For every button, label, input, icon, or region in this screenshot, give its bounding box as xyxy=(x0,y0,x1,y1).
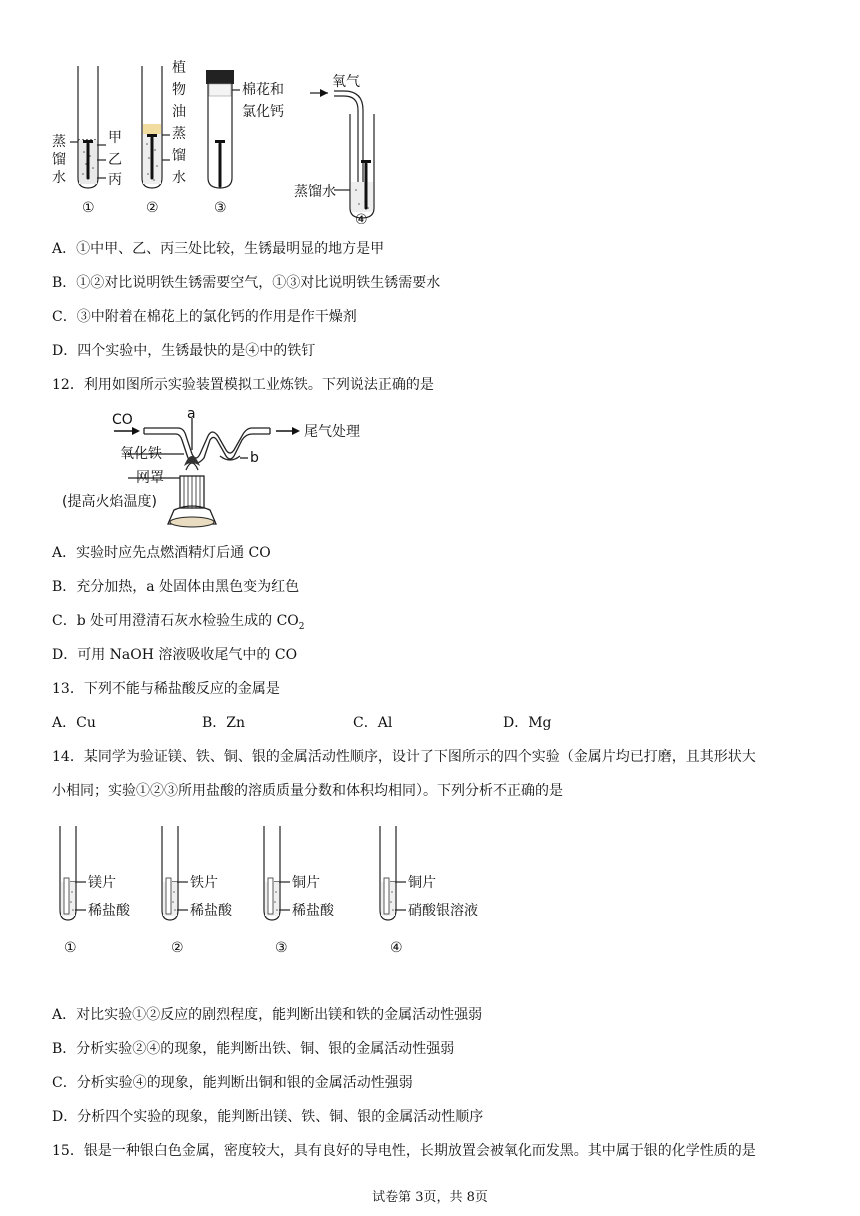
q13-option-c: C．Al xyxy=(353,715,393,731)
q11-option-c: C．③中附着在棉花上的氯化钙的作用是作干燥剂 xyxy=(52,309,357,325)
svg-text:水: 水 xyxy=(172,170,186,186)
svg-text:④: ④ xyxy=(390,940,403,956)
q13-stem: 13．下列不能与稀盐酸反应的金属是 xyxy=(52,681,280,697)
tube-number-1: ① xyxy=(82,200,95,216)
svg-text:CO: CO xyxy=(112,412,133,428)
svg-text:甲: 甲 xyxy=(108,130,122,146)
q13-option-a: A．Cu xyxy=(52,715,96,731)
q14-option-b: B．分析实验②④的现象，能判断出铁、铜、银的金属活动性强弱 xyxy=(52,1041,455,1057)
q12-option-d: D．可用 NaOH 溶液吸收尾气中的 CO xyxy=(52,647,298,663)
page-footer: 试卷第 3页，共 8页 xyxy=(372,1190,488,1205)
svg-text:馏: 馏 xyxy=(172,148,186,164)
q14-option-c: C．分析实验④的现象，能判断出铜和银的金属活动性强弱 xyxy=(52,1075,413,1091)
svg-text:③: ③ xyxy=(275,940,288,956)
svg-text:铜片: 铜片 xyxy=(408,875,436,891)
svg-text:氧化铁: 氧化铁 xyxy=(120,446,162,462)
svg-text:蒸: 蒸 xyxy=(172,126,186,142)
q11-option-d: D．四个实验中，生锈最快的是④中的铁钉 xyxy=(52,343,316,359)
svg-text:稀盐酸: 稀盐酸 xyxy=(190,903,232,919)
svg-text:a: a xyxy=(187,406,196,422)
svg-text:馏: 馏 xyxy=(52,152,66,168)
q12-option-c: C．b 处可用澄清石灰水检验生成的 $CO_2$ xyxy=(52,613,305,632)
svg-text:棉花和: 棉花和 xyxy=(242,82,284,98)
q14-option-d: D．分析四个实验的现象，能判断出镁、铁、铜、银的金属活动性顺序 xyxy=(52,1109,484,1125)
metal-activity-figure xyxy=(52,820,492,960)
svg-text:尾气处理: 尾气处理 xyxy=(304,424,360,440)
q14-stem-line2: 小相同；实验①②③所用盐酸的溶质质量分数和体积均相同）。下列分析不正确的是 xyxy=(52,783,563,799)
q12-option-a: A．实验时应先点燃酒精灯后通 CO xyxy=(52,545,271,561)
svg-text:铁片: 铁片 xyxy=(190,875,218,891)
svg-text:蒸: 蒸 xyxy=(52,134,66,150)
svg-text:丙: 丙 xyxy=(108,172,122,188)
q14-stem-line1: 14．某同学为验证镁、铁、铜、银的金属活动性顺序，设计了下图所示的四个实验（金属片均已打磨，且其形状大 xyxy=(52,749,756,765)
q13-option-b: B．Zn xyxy=(202,715,246,731)
q14-option-a: A．对比实验①②反应的剧烈程度，能判断出镁和铁的金属活动性强弱 xyxy=(52,1007,483,1023)
rust-experiment-figure xyxy=(48,60,388,224)
svg-text:氧气: 氧气 xyxy=(332,74,360,90)
q11-option-b: B．①②对比说明铁生锈需要空气，①③对比说明铁生锈需要水 xyxy=(52,275,441,291)
q12-option-b: B．充分加热，a 处固体由黑色变为红色 xyxy=(52,579,300,595)
svg-text:硝酸银溶液: 硝酸银溶液 xyxy=(408,903,478,919)
svg-text:(提高火焰温度): (提高火焰温度) xyxy=(62,494,157,510)
svg-text:稀盐酸: 稀盐酸 xyxy=(292,903,334,919)
q15-stem: 15．银是一种银白色金属，密度较大，具有良好的导电性，长期放置会被氧化而发黑。其中属于银的化学性质的是 xyxy=(52,1143,756,1159)
svg-text:油: 油 xyxy=(172,104,186,120)
svg-text:镁片: 镁片 xyxy=(88,875,116,891)
svg-text:物: 物 xyxy=(172,82,186,98)
q13-option-d: D．Mg xyxy=(503,715,552,731)
svg-text:蒸馏水: 蒸馏水 xyxy=(294,184,336,200)
svg-text:②: ② xyxy=(171,940,184,956)
svg-text:水: 水 xyxy=(52,170,66,186)
svg-text:铜片: 铜片 xyxy=(292,875,320,891)
svg-text:乙: 乙 xyxy=(108,152,122,168)
svg-text:网罩: 网罩 xyxy=(136,470,164,486)
tube-number-2: ② xyxy=(146,200,159,216)
svg-text:稀盐酸: 稀盐酸 xyxy=(88,903,130,919)
svg-text:①: ① xyxy=(64,940,77,956)
svg-text:b: b xyxy=(250,450,259,466)
q12-stem: 12．利用如图所示实验装置模拟工业炼铁。下列说法正确的是 xyxy=(52,377,434,393)
tube-number-4: ④ xyxy=(355,212,368,224)
tube-number-3: ③ xyxy=(214,200,227,216)
q11-option-a: A．①中甲、乙、丙三处比较，生锈最明显的地方是甲 xyxy=(52,241,385,257)
iron-smelting-apparatus-figure xyxy=(56,406,386,532)
svg-text:植: 植 xyxy=(172,60,186,76)
svg-text:氯化钙: 氯化钙 xyxy=(242,104,284,120)
